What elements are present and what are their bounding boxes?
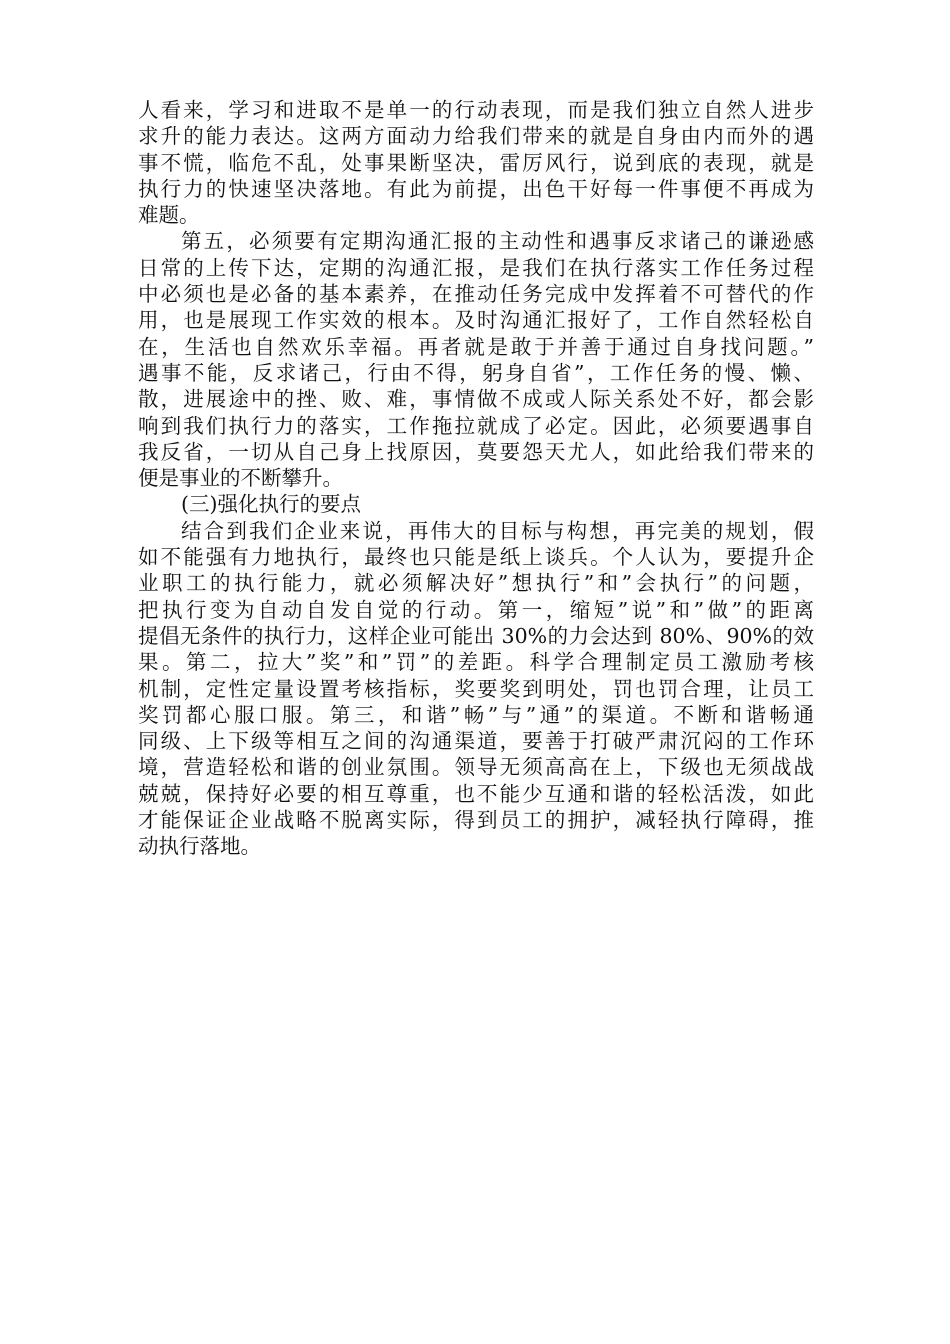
text-line: 第五，必须要有定期沟通汇报的主动性和遇事反求诸己的谦逊感	[181, 229, 814, 254]
text-line: 在，生活也自然欢乐幸福。再者就是敢于并善于通过自身找问题。”	[138, 334, 814, 359]
text-line: 遇事不能，反求诸己，行由不得，躬身自省”，工作任务的慢、懒、	[138, 360, 814, 385]
text-line: 如不能强有力地执行，最终也只能是纸上谈兵。个人认为，要提升企	[138, 545, 814, 570]
text-line: 中必须也是必备的基本素养，在推动任务完成中发挥着不可替代的作	[138, 282, 814, 307]
text-line: 提倡无条件的执行力，这样企业可能出 30%的力会达到 80%、90%的效	[138, 623, 814, 648]
text-line: 兢兢，保持好必要的相互尊重，也不能少互通和谐的轻松活泼，如此	[138, 781, 814, 806]
document-body	[138, 97, 814, 860]
text-line: 结合到我们企业来说，再伟大的目标与构想，再完美的规划，假	[181, 518, 814, 543]
text-line: 动执行落地。	[138, 834, 261, 859]
text-line: 难题。	[138, 203, 200, 228]
text-line: (三)强化执行的要点	[181, 492, 361, 517]
text-line: 业职工的执行能力，就必须解决好”想执行”和”会执行”的问题，	[138, 571, 814, 596]
text-line: 求升的能力表达。这两方面动力给我们带来的就是自身由内而外的遇	[138, 124, 814, 149]
text-line: 境，营造轻松和谐的创业氛围。领导无须高高在上，下级也无须战战	[138, 755, 814, 780]
text-line: 执行力的快速坚决落地。有此为前提，出色干好每一件事便不再成为	[138, 176, 814, 201]
text-line: 我反省，一切从自己身上找原因，莫要怨天尤人，如此给我们带来的	[138, 439, 814, 464]
text-line: 奖罚都心服口服。第三，和谐”畅”与”通”的渠道。不断和谐畅通	[138, 702, 814, 727]
text-line: 事不慌，临危不乱，处事果断坚决，雷厉风行，说到底的表现，就是	[138, 150, 814, 175]
text-line: 同级、上下级等相互之间的沟通渠道，要善于打破严肃沉闷的工作环	[138, 729, 814, 754]
text-line: 日常的上传下达，定期的沟通汇报，是我们在执行落实工作任务过程	[138, 255, 814, 280]
text-line: 把执行变为自动自发自觉的行动。第一，缩短”说”和”做”的距离	[138, 597, 814, 622]
text-line: 才能保证企业战略不脱离实际，得到员工的拥护，减轻执行障碍，推	[138, 808, 814, 833]
text-line: 用，也是展现工作实效的根本。及时沟通汇报好了，工作自然轻松自	[138, 308, 814, 333]
text-line: 响到我们执行力的落实，工作拖拉就成了必定。因此，必须要遇事自	[138, 413, 814, 438]
text-line: 机制，定性定量设置考核指标，奖要奖到明处，罚也罚合理，让员工	[138, 676, 814, 701]
text-line: 散，进展途中的挫、败、难，事情做不成或人际关系处不好，都会影	[138, 387, 814, 412]
text-line: 人看来，学习和进取不是单一的行动表现，而是我们独立自然人进步	[138, 98, 814, 122]
text-line: 果。第二，拉大”奖”和”罚”的差距。科学合理制定员工激励考核	[138, 650, 814, 675]
text-line: 便是事业的不断攀升。	[138, 466, 343, 491]
